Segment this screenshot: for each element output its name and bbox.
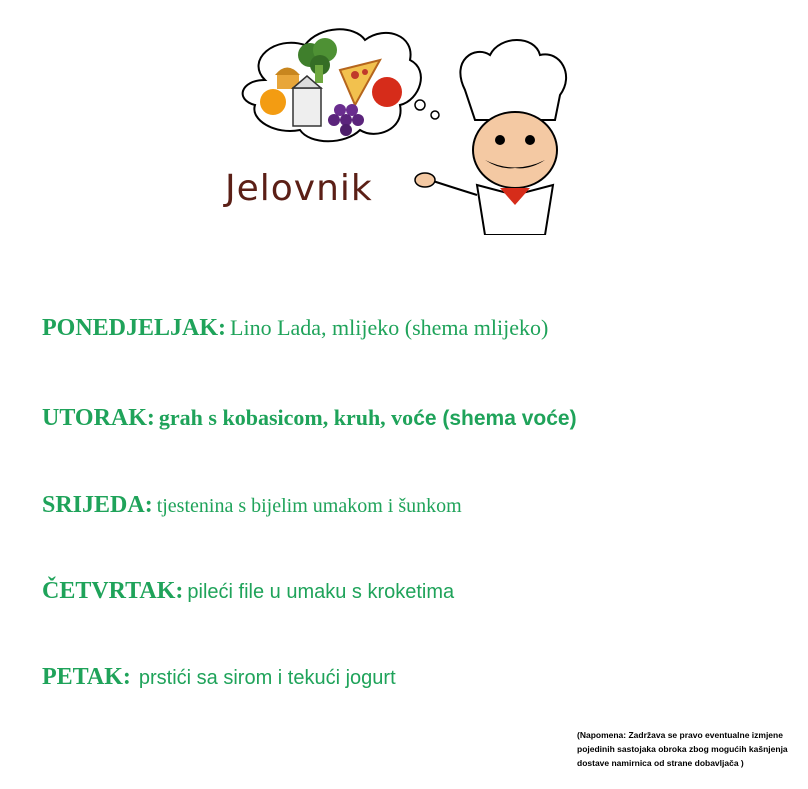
meal-text: Lino Lada, mlijeko (shema mlijeko)	[230, 315, 549, 340]
meal-text: pileći file u umaku s kroketima	[187, 581, 455, 603]
note-line: dostave namirnica od strane dobavljača )	[577, 758, 744, 768]
day-label: PETAK:	[42, 664, 131, 690]
disclaimer-note	[577, 728, 787, 770]
menu-item-wednesday	[42, 492, 462, 519]
menu-item-thursday	[42, 578, 454, 605]
chef-illustration	[415, 40, 566, 235]
menu-header	[215, 20, 590, 235]
meal-text-part: grah s kobasicom, kruh, vo	[158, 405, 414, 430]
day-label: PONEDJELJAK:	[42, 315, 227, 341]
page-title: Jelovnik	[225, 168, 373, 209]
menu-item-friday	[42, 664, 396, 691]
menu-item-monday	[42, 315, 548, 342]
meal-text: tjestenina s bijelim umakom i šunkom	[156, 495, 462, 517]
note-line: (Napomena: Zadržava se pravo eventualne izmjene	[577, 730, 783, 740]
meal-text: prstići sa sirom i tekući jogurt	[138, 667, 396, 689]
day-label: ČETVRTAK:	[42, 578, 184, 604]
day-label: UTORAK:	[42, 405, 155, 431]
menu-item-tuesday	[42, 405, 577, 432]
day-label: SRIJEDA:	[42, 492, 153, 518]
note-line: pojedinih sastojaka obroka zbog mogućih kašnjenja	[577, 744, 788, 754]
meal-text-part: će (shema voće)	[413, 407, 577, 430]
